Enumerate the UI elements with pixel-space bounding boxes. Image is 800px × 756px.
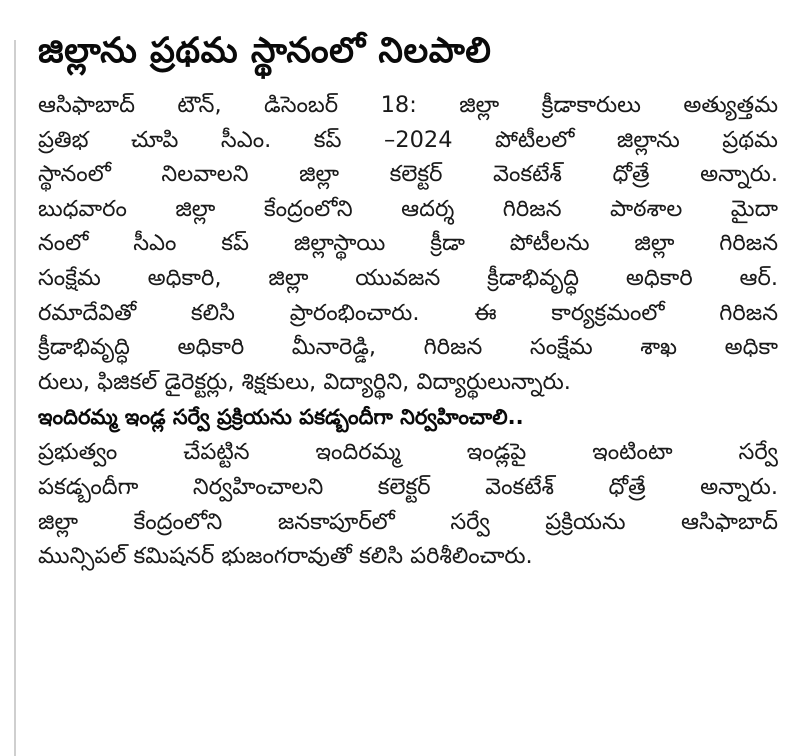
paragraph-line: ఆసిఫాబాద్ టౌన్, డిసెంబర్ 18: జిల్లా క్రీడాకారులు అత్యుత్తమ — [38, 92, 778, 118]
paragraph-line: నంలో సీఎం కప్ జిల్లాస్థాయి క్రీడా పోటీలను జిల్లా గిరిజన — [38, 230, 778, 257]
paragraph-line: రమాదేవితో కలిసి ప్రారంభించారు. ఈ కార్యక్రమంలో గిరిజన — [38, 299, 778, 326]
paragraph-line: రులు, ఫిజికల్ డైరెక్టర్లు, శిక్షకులు, విద్యార్థిని, విద్యార్థులున్నారు. — [38, 368, 571, 395]
paragraph-line: క్రీడాభివృద్ధి అధికారి మీనారెడ్డి, గిరిజన సంక్షేమ శాఖ అధికా — [38, 334, 778, 361]
paragraph-line: బుధవారం జిల్లా కేంద్రంలోని ఆదర్శ గిరిజన పాఠశాల మైదా — [38, 195, 778, 222]
paragraph-line: పకడ్బందీగా నిర్వహించాలని కలెక్టర్ వెంకటేశ్ ధోత్రే అన్నారు. — [38, 473, 778, 500]
body-paragraph-2 — [38, 435, 778, 573]
paragraph-line: మున్సిపల్ కమిషనర్ భుజంగరావుతో కలిసి పరిశీలించారు. — [38, 543, 533, 570]
column-divider — [14, 40, 16, 756]
paragraph-line: సంక్షేమ అధికారి, జిల్లా యువజన క్రీడాభివృద్ధి అధికారి ఆర్. — [38, 264, 778, 291]
subheading: ఇందిరమ్మ ఇండ్ల సర్వే ప్రక్రియను పకడ్బందీగా నిర్వహించాలి.. — [38, 405, 524, 430]
paragraph-line: ప్రతిభ చూపి సీఎం. కప్ –2024 పోటీలలో జిల్లాను ప్రథమ — [38, 126, 778, 153]
paragraph-line: స్థానంలో నిలవాలని జిల్లా కలెక్టర్ వెంకటేశ్ ధోత్రే అన్నారు. — [38, 161, 778, 188]
headline: జిల్లాను ప్రథమ స్థానంలో నిలపాలి — [38, 31, 492, 71]
paragraph-line: జిల్లా కేంద్రంలోని జనకాపూర్‌లో సర్వే ప్రక్రియను ఆసిఫాబాద్ — [38, 508, 778, 535]
body-paragraph-1 — [38, 88, 778, 399]
paragraph-line: ప్రభుత్వం చేపట్టిన ఇందిరమ్మ ఇండ్లపై ఇంటింటా సర్వే — [38, 439, 778, 466]
